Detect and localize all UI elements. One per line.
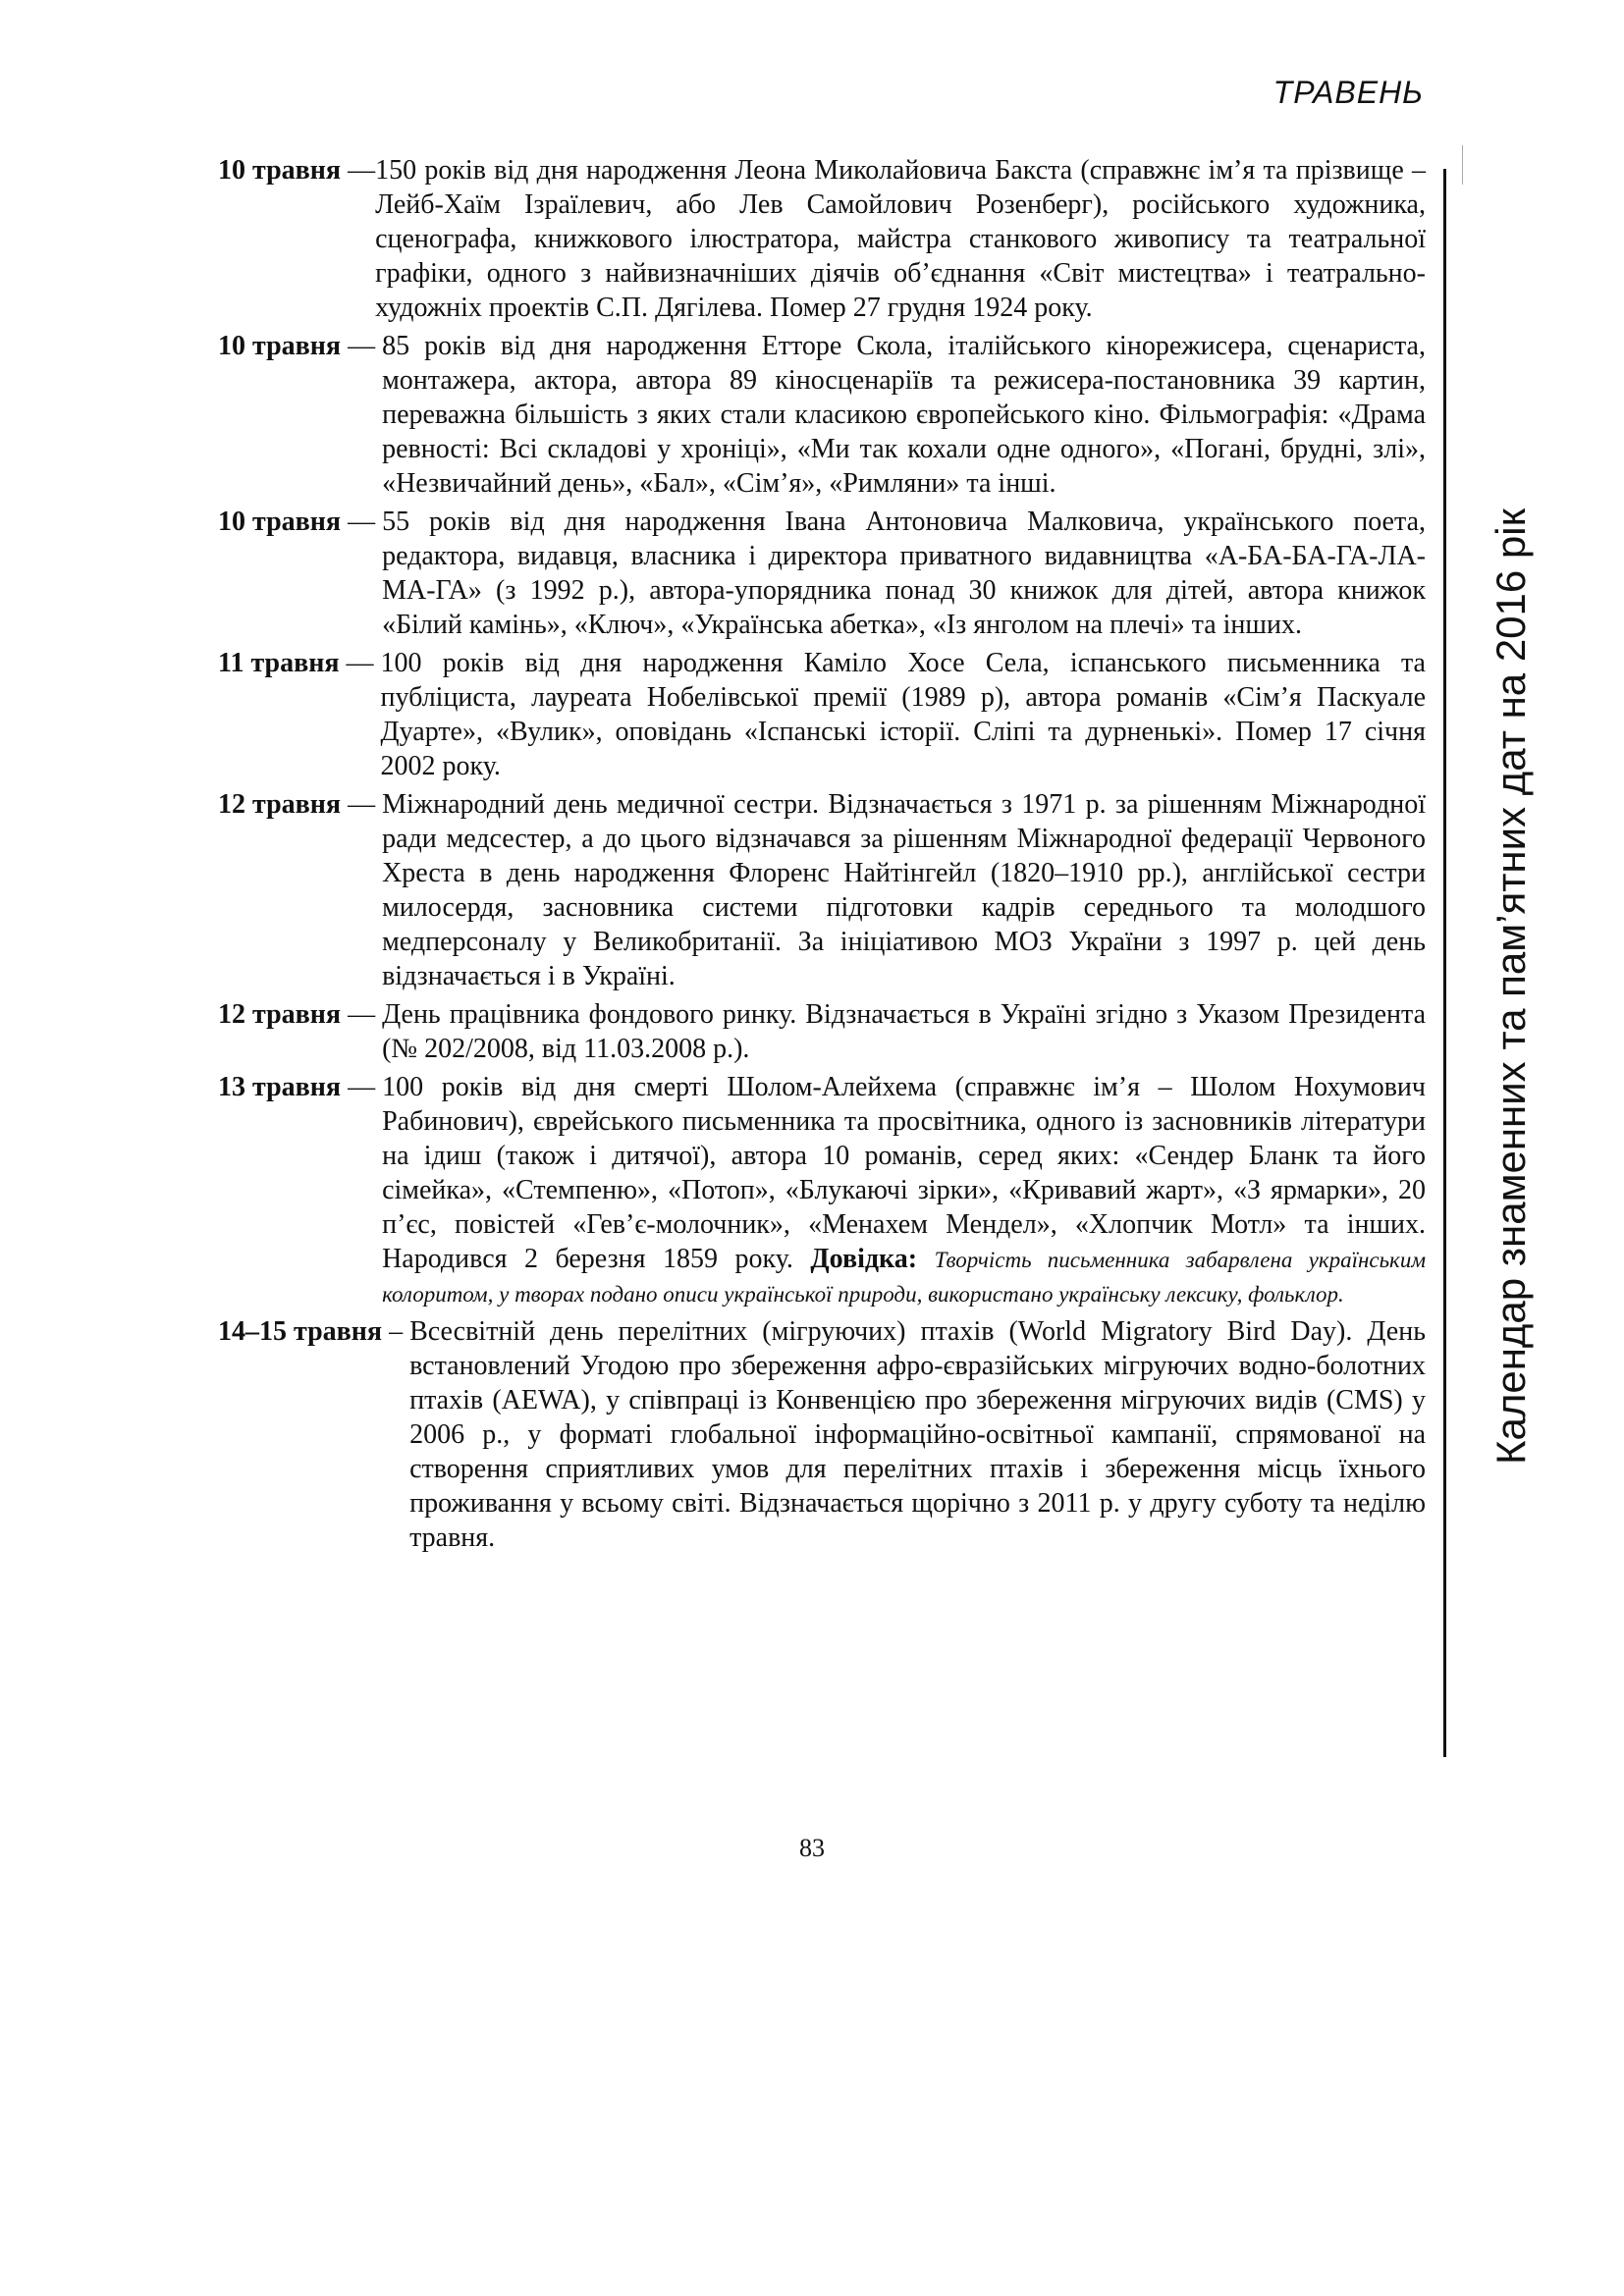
list-item [218, 1070, 1426, 1310]
list-item [218, 329, 1426, 501]
entries-list [218, 153, 1426, 1559]
entry-dash: — [341, 1072, 383, 1102]
entry-date: 11 травня [218, 648, 340, 678]
list-item [218, 787, 1426, 993]
entry-dash: — [341, 507, 383, 537]
margin-rule-top [1462, 145, 1463, 185]
entry-dash: — [341, 331, 383, 361]
entry-date: 12 травня [218, 999, 342, 1030]
entry-date: 10 травня [218, 331, 342, 361]
entry-date: 14–15 травня [218, 1316, 383, 1347]
running-header: ТРАВЕНЬ [1272, 75, 1424, 110]
entry-note: Творчість письменника забарвлена українським колоритом, у творах подано описи української природи, використано українську лексику, фольклор. [382, 1248, 1426, 1307]
note-label: Довідка: [810, 1244, 918, 1274]
entry-text: Всесвітній день перелітних (мігруючих) птахів (World Migratory Bird Day). День встановлений Угодою про збереження афро-євразійських мігруючих водно-болотних птахів (AEWA), у співпраці із Конвенцією про збереження мігруючих видів (CMS) у 2006 р., у форматі глобальної інформаційно-освітньої кампанії, спрямованої на створення сприятливих умов для перелітних птахів і збереження місць їхнього проживання у всьому світі. Відзначається щорічно з 2011 р. у другу суботу та неділю травня. [409, 1316, 1426, 1553]
list-item [218, 1314, 1426, 1555]
entry-date: 10 травня [218, 155, 342, 186]
entry-dash: — [339, 648, 381, 678]
entry-text: Міжнародний день медичної сестри. Відзначається з 1971 р. за рішенням Міжнародної ради медсестер, а до цього відзначався за рішенням Міжнародної федерації Червоного Хреста в день народження Флоренс Найтінгейл (1820–1910 рр.), англійської сестри милосердя, засновника системи підготовки кадрів середнього та молодшого медперсоналу у Великобританії. За ініціативою МОЗ України з 1997 р. цей день відзначається і в Україні. [382, 789, 1426, 991]
entry-dash: – [382, 1316, 410, 1347]
entry-date: 12 травня [218, 789, 342, 820]
entry-dash: — [341, 155, 376, 186]
list-item [218, 505, 1426, 642]
entry-body [382, 1070, 1426, 1310]
entry-text: 150 років від дня народження Леона Миколайовича Бакста (справжнє ім’я та прізвище – Лейб-Хаїм Ізраїлевич, або Лев Самойлович Розенберг), російського художника, сценографа, книжкового ілюстратора, майстра станкового живопису та театральної графіки, одного з найвизначніших діячів об’єднання «Світ мистецтва» і театрально-художніх проектів С.П. Дягілева. Помер 27 грудня 1924 року. [375, 155, 1426, 323]
sidebar [1457, 461, 1565, 1512]
page-number: 83 [799, 1834, 825, 1862]
margin-rule [1443, 169, 1446, 1757]
entry-dash: — [341, 789, 383, 820]
entry-text: 100 років від дня смерті Шолом-Алейхема (справжнє ім’я – Шолом Нохумович Рабинович), єврейського письменника та просвітника, одного із засновників літератури на ідиш (також і дитячої), автора 10 романів, серед яких: «Сендер Бланк та його сімейка», «Стемпеню», «Потоп», «Блукаючі зірки», «Кривавий жарт», «З ярмарки», 20 п’єс, повістей «Гев’є-молочник», «Менахем Мендел», «Хлопчик Мотл» та інших. Народився 2 березня 1859 року. [382, 1072, 1426, 1274]
entry-text: День працівника фондового ринку. Відзначається в Україні згідно з Указом Президента (№ 202/2008, від 11.03.2008 р.). [382, 999, 1426, 1064]
list-item [218, 997, 1426, 1066]
entry-text: 55 років від дня народження Івана Антоновича Малковича, українського поета, редактора, видавця, власника і директора приватного видавництва «А-БА-БА-ГА-ЛА-МА-ГА» (з 1992 р.), автора-упорядника понад 30 книжок для дітей, автора книжок «Білий камінь», «Ключ», «Українська абетка», «Із янголом на плечі» та інших. [382, 507, 1426, 640]
entry-date: 10 травня [218, 507, 342, 537]
entry-dash: — [341, 999, 383, 1030]
list-item [218, 153, 1426, 325]
sidebar-title: Календар знаменних та пам’ятних дат на 2016 рік [1488, 508, 1534, 1465]
list-item [218, 646, 1426, 783]
entry-text: 100 років від дня народження Каміло Хосе Села, іспанського письменника та публіциста, лауреата Нобелівської премії (1989 р), автора романів «Сім’я Паскуале Дуарте», «Вулик», оповідань «Іспанські історії. Сліпі та дурненькі». Помер 17 січня 2002 року. [380, 648, 1426, 781]
entry-date: 13 травня [218, 1072, 342, 1102]
entry-text: 85 років від дня народження Етторе Скола, італійського кінорежисера, сценариста, монтажера, актора, автора 89 кіносценаріїв та режисера-постановника 39 картин, переважна більшість з яких стали класикою європейського кіно. Фільмографія: «Драма ревності: Всі складові у хроніці», «Ми так кохали одне одного», «Погані, брудні, злі», «Незвичайний день», «Бал», «Сім’я», «Римляни» та інші. [382, 331, 1426, 499]
